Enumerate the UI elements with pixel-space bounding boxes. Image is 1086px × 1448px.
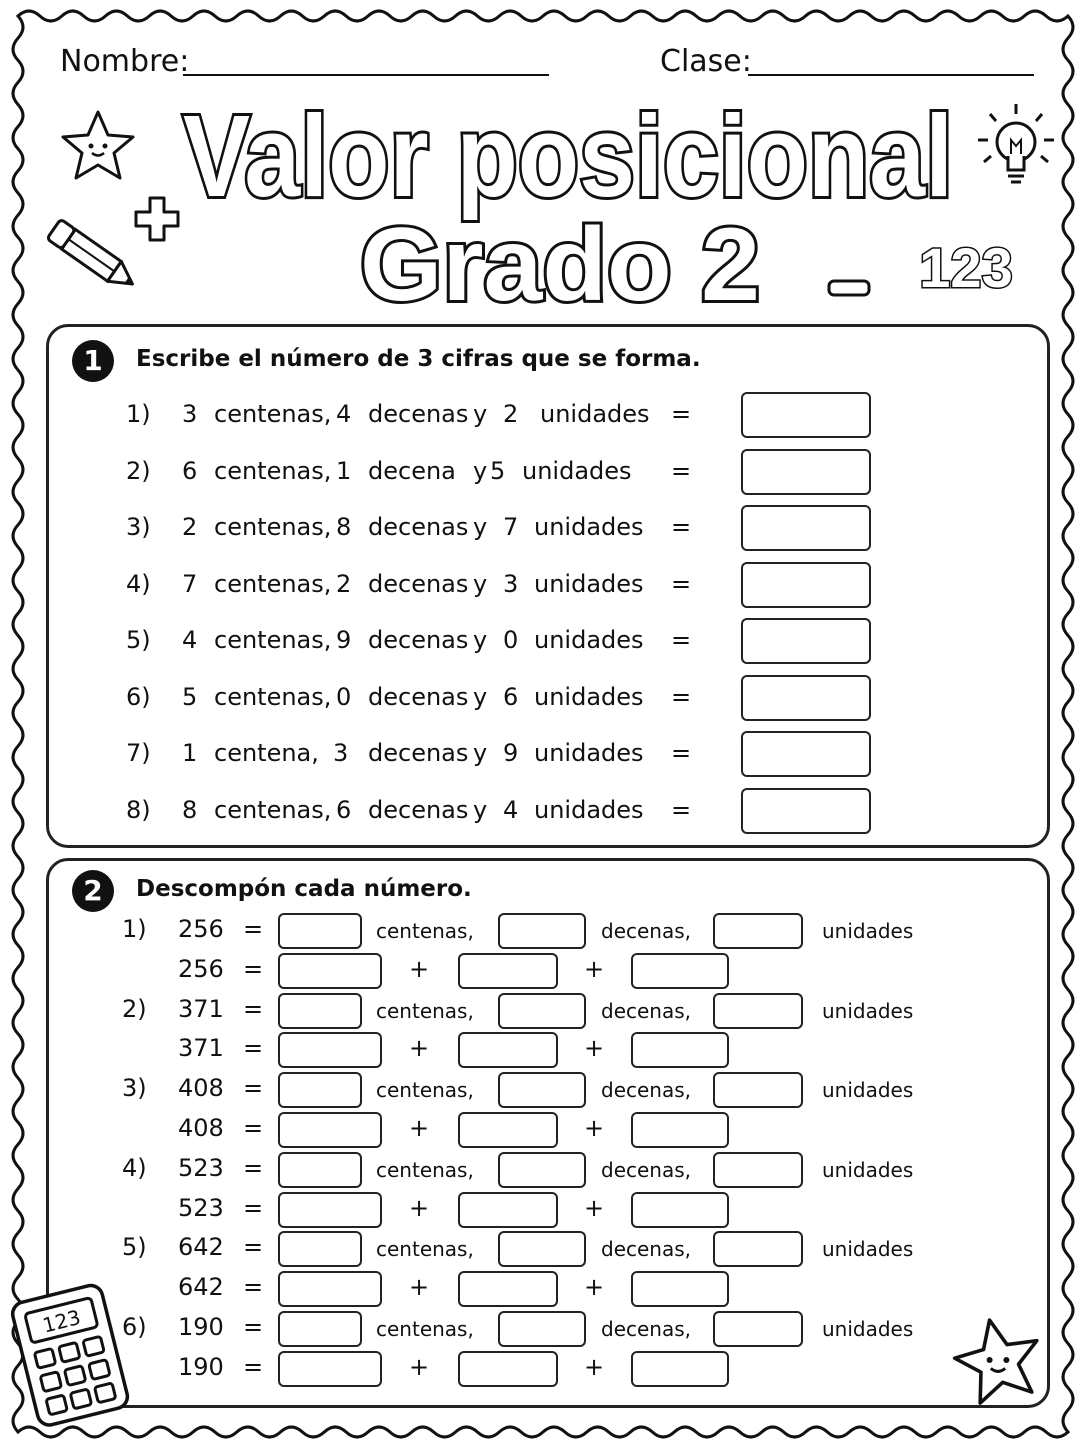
unidades-word: unidades xyxy=(534,513,644,541)
and-word: y xyxy=(473,682,488,711)
equals-sign: = xyxy=(243,954,264,983)
unidades-box[interactable] xyxy=(713,913,803,949)
decenas-word: decenas xyxy=(368,739,469,767)
star-icon xyxy=(58,106,138,186)
row-index: 2) xyxy=(126,456,151,485)
answer-box[interactable] xyxy=(741,731,871,777)
unidades-word: unidades xyxy=(534,569,644,598)
and-word: y xyxy=(473,400,488,428)
side-number: 123 xyxy=(919,236,1013,299)
equals-sign: = xyxy=(243,1074,264,1103)
unidades-label: unidades xyxy=(822,1237,914,1262)
centenas-digit: 3 xyxy=(182,400,198,428)
tens-value-box[interactable] xyxy=(458,953,558,989)
equals-sign: = xyxy=(671,569,692,598)
decenas-label: decenas, xyxy=(601,1078,692,1103)
centenas-word: centenas, xyxy=(214,513,332,541)
equals-sign: = xyxy=(243,1034,264,1063)
unidades-digit: 9 xyxy=(503,739,519,767)
ones-value-box[interactable] xyxy=(631,953,729,989)
plus-sign: + xyxy=(409,1034,430,1063)
and-word: y xyxy=(473,456,488,485)
equals-sign: = xyxy=(671,739,692,767)
unidades-digit: 2 xyxy=(503,400,519,428)
equals-sign: = xyxy=(243,1273,264,1302)
equals-sign: = xyxy=(671,682,692,711)
ones-value-box[interactable] xyxy=(631,1112,729,1148)
plus-sign: + xyxy=(584,1352,605,1381)
equals-sign: = xyxy=(243,1114,264,1142)
unidades-box[interactable] xyxy=(713,993,803,1029)
item-index: 4) xyxy=(122,1153,147,1182)
unidades-label: unidades xyxy=(822,1317,914,1341)
centenas-box[interactable] xyxy=(278,1072,362,1108)
decenas-box[interactable] xyxy=(498,1152,586,1188)
plus-sign: + xyxy=(584,1273,605,1302)
row-index: 1) xyxy=(126,400,151,428)
item-number: 642 xyxy=(178,1233,224,1262)
item-number: 523 xyxy=(178,1153,224,1182)
unidades-word: unidades xyxy=(540,400,650,428)
section-2-instruction: Descompón cada número. xyxy=(136,876,472,902)
row-index: 3) xyxy=(126,513,151,541)
decenas-digit: 3 xyxy=(333,739,349,767)
centenas-word: centenas, xyxy=(214,569,332,598)
decenas-label: decenas, xyxy=(601,998,692,1023)
equals-sign: = xyxy=(243,1352,264,1381)
plus-sign: + xyxy=(409,1273,430,1302)
and-word: y xyxy=(473,569,488,598)
name-label: Nombre: xyxy=(60,44,190,79)
tens-value-box[interactable] xyxy=(458,1351,558,1387)
equals-sign: = xyxy=(243,915,264,943)
minus-icon xyxy=(826,276,872,300)
centenas-digit: 8 xyxy=(182,795,198,824)
class-label: Clase: xyxy=(660,44,752,79)
row-index: 5) xyxy=(126,626,151,654)
row-index: 6) xyxy=(126,682,151,711)
hundreds-value-box[interactable] xyxy=(278,1192,382,1228)
item-number: 190 xyxy=(178,1313,224,1341)
equals-sign: = xyxy=(243,1153,264,1182)
unidades-digit: 0 xyxy=(503,626,519,654)
equals-sign: = xyxy=(243,994,264,1023)
calculator-icon xyxy=(6,1280,136,1430)
decenas-word: decenas xyxy=(368,795,469,824)
item-index: 2) xyxy=(122,994,147,1023)
decenas-box[interactable] xyxy=(498,1311,586,1347)
plus-sign: + xyxy=(409,1114,430,1142)
unidades-label: unidades xyxy=(822,1157,914,1182)
unidades-label: unidades xyxy=(822,998,914,1023)
centenas-box[interactable] xyxy=(278,1231,362,1267)
hundreds-value-box[interactable] xyxy=(278,1351,382,1387)
tens-value-box[interactable] xyxy=(458,1192,558,1228)
decenas-box[interactable] xyxy=(498,993,586,1029)
item-number-repeat: 523 xyxy=(178,1193,224,1222)
centenas-word: centenas, xyxy=(214,682,332,711)
answer-box[interactable] xyxy=(741,618,871,664)
item-index: 5) xyxy=(122,1233,147,1262)
plus-sign: + xyxy=(409,1352,430,1381)
unidades-digit: 4 xyxy=(503,795,519,824)
decenas-digit: 1 xyxy=(336,456,352,485)
decenas-word: decenas xyxy=(368,400,469,428)
star-icon xyxy=(950,1312,1046,1408)
answer-box[interactable] xyxy=(741,392,871,438)
equals-sign: = xyxy=(243,1313,264,1341)
plus-sign: + xyxy=(409,1193,430,1222)
decenas-box[interactable] xyxy=(498,913,586,949)
centenas-label: centenas, xyxy=(376,1157,474,1182)
centenas-label: centenas, xyxy=(376,1078,474,1103)
tens-value-box[interactable] xyxy=(458,1271,558,1307)
row-index: 4) xyxy=(126,569,151,598)
title-graphic xyxy=(0,0,1086,320)
item-index: 3) xyxy=(122,1074,147,1103)
hundreds-value-box[interactable] xyxy=(278,1271,382,1307)
unidades-word: unidades xyxy=(534,739,644,767)
centenas-word: centenas, xyxy=(214,626,332,654)
centenas-digit: 6 xyxy=(182,456,198,485)
centenas-word: centenas, xyxy=(214,456,332,485)
unidades-word: unidades xyxy=(534,795,644,824)
decenas-word: decenas xyxy=(368,682,469,711)
item-number-repeat: 642 xyxy=(178,1273,224,1302)
title-line-2: Grado 2 xyxy=(360,207,760,320)
plus-sign: + xyxy=(584,1193,605,1222)
centenas-word: centena, xyxy=(214,739,319,767)
tens-value-box[interactable] xyxy=(458,1112,558,1148)
ones-value-box[interactable] xyxy=(631,1351,729,1387)
unidades-digit: 5 xyxy=(490,456,506,485)
answer-box[interactable] xyxy=(741,562,871,608)
decenas-box[interactable] xyxy=(498,1072,586,1108)
unidades-digit: 7 xyxy=(503,513,519,541)
centenas-word: centenas, xyxy=(214,795,332,824)
unidades-word: unidades xyxy=(534,682,644,711)
decenas-word: decenas xyxy=(368,626,469,654)
unidades-word: unidades xyxy=(522,456,632,485)
item-number-repeat: 190 xyxy=(178,1352,224,1381)
equals-sign: = xyxy=(243,1193,264,1222)
centenas-box[interactable] xyxy=(278,993,362,1029)
decenas-digit: 0 xyxy=(336,682,352,711)
decenas-word: decenas xyxy=(368,513,469,541)
decenas-label: decenas, xyxy=(601,1237,692,1262)
centenas-word: centenas, xyxy=(214,400,332,428)
decenas-digit: 8 xyxy=(336,513,352,541)
decenas-digit: 6 xyxy=(336,795,352,824)
plus-sign: + xyxy=(584,1034,605,1063)
unidades-label: unidades xyxy=(822,919,914,943)
ones-value-box[interactable] xyxy=(631,1192,729,1228)
hundreds-value-box[interactable] xyxy=(278,953,382,989)
calculator-display: 123 xyxy=(40,1305,83,1338)
tens-value-box[interactable] xyxy=(458,1032,558,1068)
section-2-number: 2 xyxy=(72,870,114,912)
decenas-digit: 4 xyxy=(336,400,352,428)
unidades-label: unidades xyxy=(822,1078,914,1103)
centenas-box[interactable] xyxy=(278,1152,362,1188)
centenas-digit: 2 xyxy=(182,513,198,541)
equals-sign: = xyxy=(671,626,692,654)
equals-sign: = xyxy=(671,400,692,428)
centenas-label: centenas, xyxy=(376,1237,474,1262)
item-index: 6) xyxy=(122,1313,147,1341)
plus-sign: + xyxy=(409,954,430,983)
unidades-box[interactable] xyxy=(713,1231,803,1267)
centenas-label: centenas, xyxy=(376,1317,474,1341)
item-number-repeat: 371 xyxy=(178,1034,224,1063)
equals-sign: = xyxy=(671,456,692,485)
item-index: 1) xyxy=(122,915,147,943)
section-1-number: 1 xyxy=(72,340,114,382)
and-word: y xyxy=(473,739,488,767)
ones-value-box[interactable] xyxy=(631,1032,729,1068)
and-word: y xyxy=(473,513,488,541)
pencil-icon xyxy=(40,214,150,304)
unidades-digit: 3 xyxy=(503,569,519,598)
answer-box[interactable] xyxy=(741,505,871,551)
and-word: y xyxy=(473,795,488,824)
equals-sign: = xyxy=(243,1233,264,1262)
centenas-digit: 1 xyxy=(182,739,198,767)
decenas-word: decena xyxy=(368,456,456,485)
decenas-word: decenas xyxy=(368,569,469,598)
centenas-label: centenas, xyxy=(376,998,474,1023)
plus-sign: + xyxy=(584,1114,605,1142)
and-word: y xyxy=(473,626,488,654)
equals-sign: = xyxy=(671,513,692,541)
item-number: 408 xyxy=(178,1074,224,1103)
hundreds-value-box[interactable] xyxy=(278,1112,382,1148)
item-number: 371 xyxy=(178,994,224,1023)
item-number-repeat: 408 xyxy=(178,1114,224,1142)
answer-box[interactable] xyxy=(741,788,871,834)
centenas-box[interactable] xyxy=(278,1311,362,1347)
centenas-box[interactable] xyxy=(278,913,362,949)
decenas-label: decenas, xyxy=(601,919,692,943)
ones-value-box[interactable] xyxy=(631,1271,729,1307)
unidades-box[interactable] xyxy=(713,1072,803,1108)
equals-sign: = xyxy=(671,795,692,824)
centenas-label: centenas, xyxy=(376,919,474,943)
centenas-digit: 4 xyxy=(182,626,198,654)
title-line-1: Valor posicional xyxy=(183,91,953,221)
hundreds-value-box[interactable] xyxy=(278,1032,382,1068)
answer-box[interactable] xyxy=(741,449,871,495)
lightbulb-icon xyxy=(974,100,1058,196)
unidades-word: unidades xyxy=(534,626,644,654)
row-index: 7) xyxy=(126,739,151,767)
item-number: 256 xyxy=(178,915,224,943)
answer-box[interactable] xyxy=(741,675,871,721)
item-number-repeat: 256 xyxy=(178,954,224,983)
section-1-instruction: Escribe el número de 3 cifras que se forma. xyxy=(136,346,701,372)
decenas-label: decenas, xyxy=(601,1157,692,1182)
decenas-box[interactable] xyxy=(498,1231,586,1267)
plus-sign: + xyxy=(584,954,605,983)
unidades-digit: 6 xyxy=(503,682,519,711)
unidades-box[interactable] xyxy=(713,1311,803,1347)
row-index: 8) xyxy=(126,795,151,824)
unidades-box[interactable] xyxy=(713,1152,803,1188)
decenas-digit: 9 xyxy=(336,626,352,654)
decenas-label: decenas, xyxy=(601,1317,692,1341)
decenas-digit: 2 xyxy=(336,569,352,598)
centenas-digit: 7 xyxy=(182,569,198,598)
centenas-digit: 5 xyxy=(182,682,198,711)
